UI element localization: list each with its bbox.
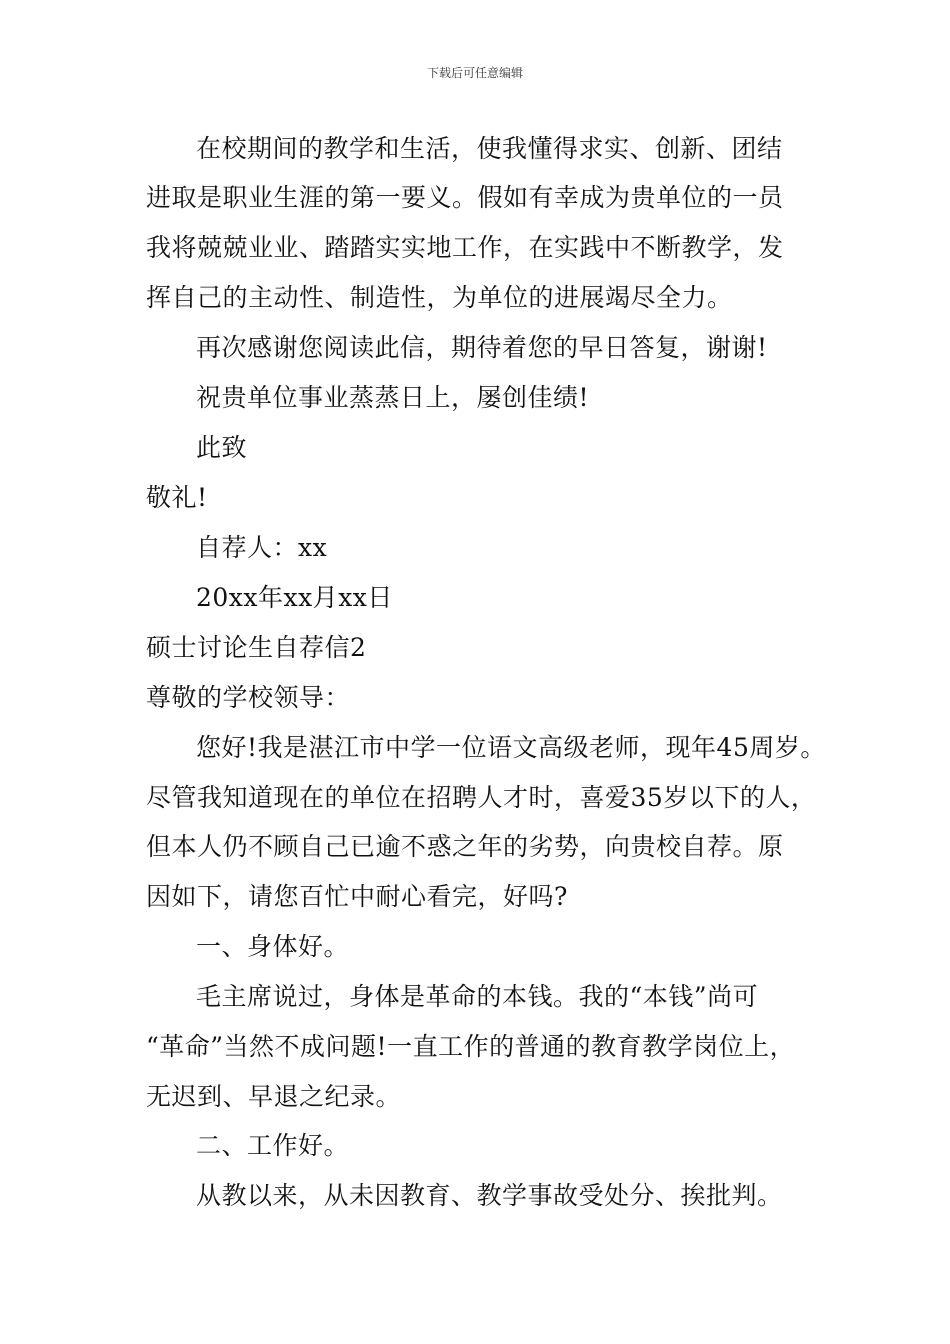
paragraph-line: 从教以来，从未因教育、教学事故受处分、挨批判。 — [196, 1181, 783, 1210]
paragraph-line: 无迟到、早退之纪录。 — [146, 1082, 402, 1111]
list-heading: 二、工作好。 — [196, 1131, 350, 1160]
closing-regards: 敬礼! — [146, 483, 208, 512]
closing-salutation: 此致 — [196, 433, 248, 462]
paragraph-line: 但本人仍不顾自己已逾不惑之年的劣势，向贵校自荐。原 — [146, 832, 784, 861]
page-header-note: 下载后可任意编辑 — [426, 66, 523, 80]
greeting-line: 尊敬的学校领导： — [146, 683, 351, 712]
section-title: 硕士讨论生自荐信2 — [146, 633, 367, 662]
paragraph-line: 祝贵单位事业蒸蒸日上，屡创佳绩! — [196, 383, 590, 412]
paragraph-line: 尽管我知道现在的单位在招聘人才时，喜爱35岁以下的人， — [146, 783, 817, 812]
paragraph-line: 在校期间的教学和生活，使我懂得求实、创新、团结 — [196, 134, 783, 163]
paragraph-line: 毛主席说过，身体是革命的本钱。我的“本钱”尚可 — [196, 982, 759, 1011]
list-heading: 一、身体好。 — [196, 932, 350, 961]
paragraph-line: 再次感谢您阅读此信，期待着您的早日答复，谢谢! — [196, 333, 768, 362]
paragraph-line: 我将兢兢业业、踏踏实实地工作，在实践中不断教学，发 — [146, 233, 784, 262]
paragraph-line: 您好!我是湛江市中学一位语文高级老师，现年45周岁。 — [196, 733, 826, 762]
date-line: 20xx年xx月xx日 — [196, 583, 393, 612]
paragraph-line: 因如下，请您百忙中耐心看完，好吗? — [146, 882, 568, 911]
paragraph-line: 进取是职业生涯的第一要义。假如有幸成为贵单位的一员 — [146, 183, 784, 212]
paragraph-line: “革命”当然不成问题!一直工作的普通的教育教学岗位上， — [146, 1032, 796, 1061]
signature-line: 自荐人：xx — [196, 533, 328, 562]
paragraph-line: 挥自己的主动性、制造性，为单位的进展竭尽全力。 — [146, 283, 733, 312]
